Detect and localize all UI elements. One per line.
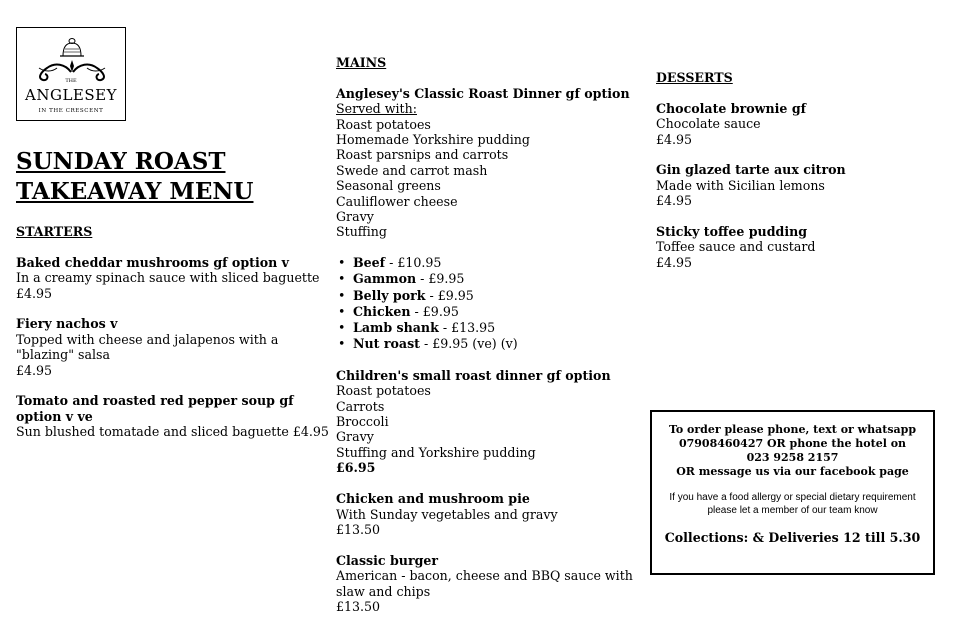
starter-price: £4.95 [16,285,53,301]
roast-side: Roast potatoes [336,116,431,132]
meat-name: Belly pork [353,287,426,303]
meat-name: Gammon [353,271,417,287]
children-name: Children's small roast dinner gf option [336,367,611,383]
starter-item [16,255,329,301]
starter-item [16,393,329,439]
burger-name: Classic burger [336,552,439,568]
starter-name: option v ve [16,408,93,424]
meat-name: Chicken [353,303,411,319]
order-hotel-phone: 023 9258 2157 [746,451,839,464]
meat-price: - £9.95 [425,287,474,303]
meat-price: - £9.95 [416,271,465,287]
meat-price: - £10.95 [385,255,442,271]
main-item-pie [336,491,633,537]
allergy-note: If you have a food allergy or special dietary requirement [669,492,916,503]
order-info-box [650,410,935,575]
dessert-name: Sticky toffee pudding [656,224,808,240]
burger-desc: slaw and chips [336,583,431,599]
roast-side: Roast parsnips and carrots [336,147,509,163]
dessert-name: Gin glazed tarte aux citron [656,162,846,178]
burger-price: £13.50 [336,598,381,614]
burger-desc: American - bacon, cheese and BBQ sauce with [336,568,633,584]
roast-meat-list [336,255,633,352]
order-line: To order please phone, text or whatsapp [668,423,917,436]
page-title [16,147,253,207]
starters-heading: STARTERS [16,224,93,239]
order-phone: 07908460427 OR phone the hotel on [678,437,907,450]
meat-price: - £9.95 (ve) (v) [419,336,518,352]
roast-side: Cauliflower cheese [336,193,458,209]
title-line-2: TAKEAWAY MENU [16,178,254,205]
children-price: £6.95 [336,460,376,476]
logo-the: THE [65,78,77,84]
dessert-item [656,162,846,208]
meat-option [336,320,633,336]
allergy-note: please let a member of our team know [707,505,878,516]
meat-name: Lamb shank [353,320,439,336]
order-facebook: OR message us via our facebook page [676,465,909,478]
dessert-desc: Toffee sauce and custard [656,239,816,255]
roast-side: Seasonal greens [336,178,441,194]
meat-option [336,336,633,352]
pie-desc: With Sunday vegetables and gravy [336,506,558,522]
starter-name: Baked cheddar mushrooms gf option v [16,254,289,270]
desserts-heading: DESSERTS [656,70,733,85]
main-item-roast [336,86,633,353]
roast-side: Gravy [336,209,374,225]
served-with-label: Served with: [336,101,417,117]
roast-side: Swede and carrot mash [336,162,488,178]
main-item-children [336,368,633,476]
children-side: Carrots [336,398,385,414]
meat-option [336,304,633,320]
dessert-price: £4.95 [656,131,693,147]
desserts-section [656,70,846,270]
dessert-price: £4.95 [656,254,693,270]
meat-option [336,288,633,304]
roast-side: Stuffing [336,224,387,240]
meat-name: Beef [353,255,386,271]
starters-section [16,224,329,440]
starter-desc: In a creamy spinach sauce with sliced baguette [16,270,320,286]
meat-price: - £13.95 [438,320,496,336]
logo-name: ANGLESEY [25,86,117,104]
children-side: Gravy [336,429,374,445]
pie-price: £13.50 [336,521,381,537]
mains-heading: MAINS [336,55,387,70]
roast-side: Homemade Yorkshire pudding [336,132,530,148]
meat-option [336,271,633,287]
roast-name: Anglesey's Classic Roast Dinner gf option [336,85,630,101]
logo-subtitle: IN THE CRESCENT [38,108,104,114]
starter-price: £4.95 [16,362,53,378]
starter-desc: Topped with cheese and jalapenos with a [16,331,279,347]
meat-name: Nut roast [353,336,420,352]
dessert-price: £4.95 [656,193,693,209]
pie-name: Chicken and mushroom pie [336,491,530,507]
dessert-desc: Made with Sicilian lemons [656,177,825,193]
dessert-item [656,224,846,270]
dessert-name: Chocolate brownie gf [656,100,807,116]
meat-price: - £9.95 [410,303,459,319]
children-side: Roast potatoes [336,383,431,399]
dessert-item [656,101,846,147]
starter-item [16,316,329,378]
mains-section [336,55,633,614]
title-line-1: SUNDAY ROAST [16,148,226,175]
starter-name: Tomato and roasted red pepper soup gf [16,393,294,409]
children-side: Stuffing and Yorkshire pudding [336,444,536,460]
hotel-logo [16,27,126,121]
main-item-burger [336,553,633,615]
starter-name: Fiery nachos v [16,316,118,332]
children-side: Broccoli [336,414,389,430]
meat-option [336,255,633,271]
collections-times: Collections: & Deliveries 12 till 5.30 [664,530,921,545]
dessert-desc: Chocolate sauce [656,116,761,132]
starter-desc: Sun blushed tomatade and sliced baguette £4.95 [16,424,329,440]
starter-desc: "blazing" salsa [16,347,110,363]
